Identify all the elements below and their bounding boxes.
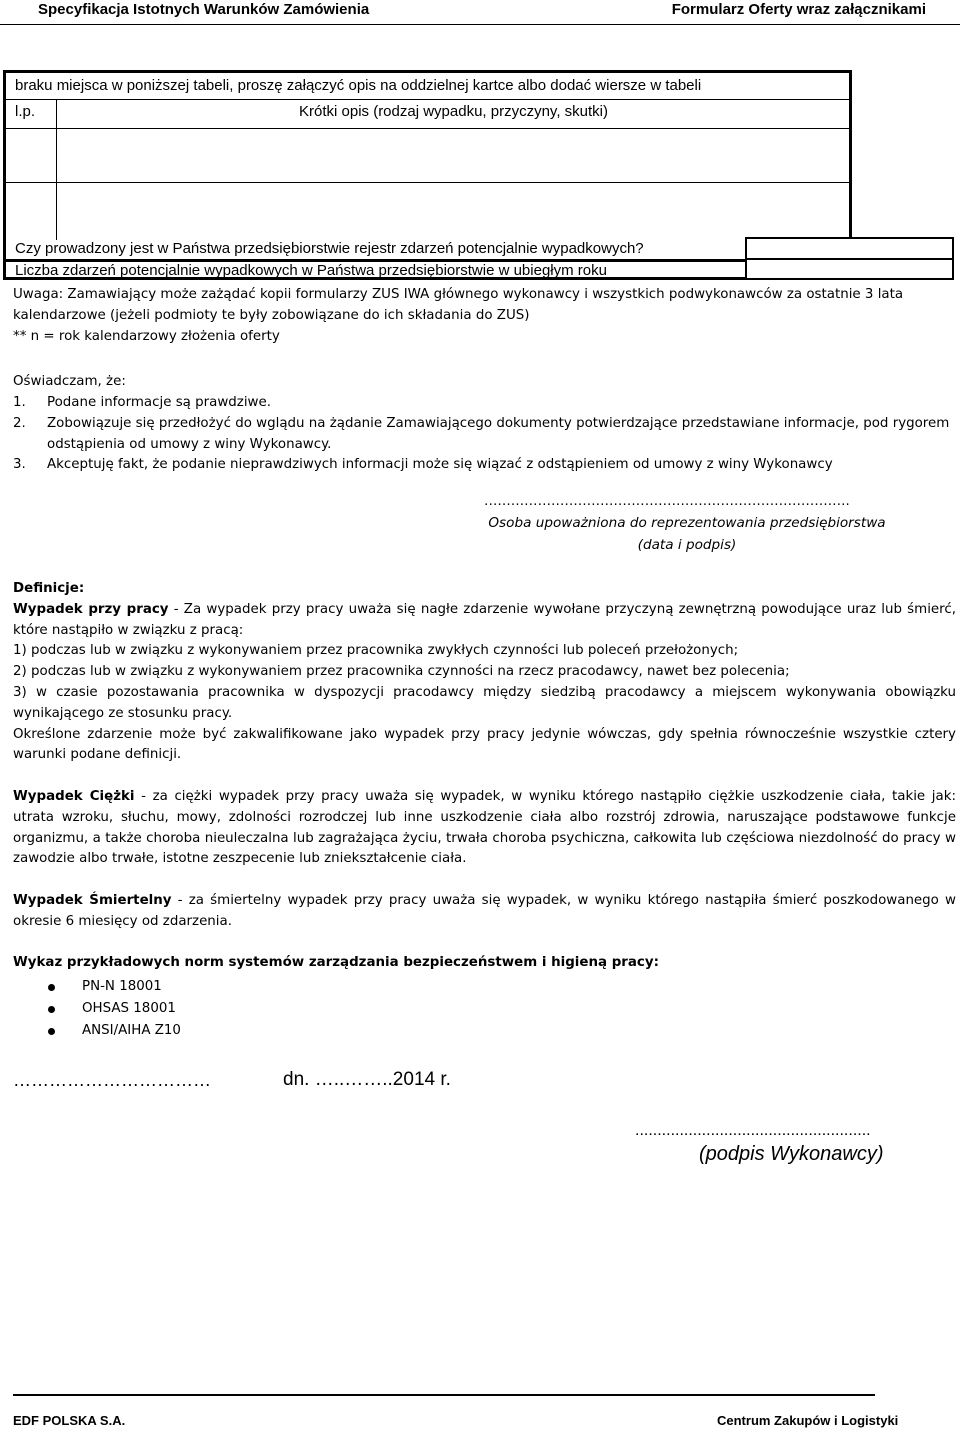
wypadek-definition: [13, 600, 956, 642]
smiertelny-term: Wypadek Śmiertelny: [13, 892, 172, 908]
count-answer-field[interactable]: [745, 258, 954, 280]
declaration-text: Podane informacje są prawdziwe.: [47, 394, 271, 410]
table-header-row: [6, 100, 849, 129]
count-question: Liczba zdarzeń potencjalnie wypadkowych w Państwa przedsiębiorstwie w ubiegłym roku: [15, 262, 607, 279]
signature-dots: .....................................................: [635, 1122, 871, 1139]
declaration-item: [13, 455, 956, 476]
incident-table: [3, 70, 852, 280]
list-item: PN-N 18001: [13, 977, 956, 998]
uwaga-text: Uwaga: Zamawiający może zażądać kopii formularzy ZUS IWA głównego wykonawcy i wszystkich podwykonawców za ostatnie 3 lata kalendarzowe (jeżeli podmioty te były zobowiązane do ich składania do ZUS): [13, 287, 904, 323]
declaration-text: Zobowiązuje się przedłożyć do wglądu na żądanie Zamawiającego dokumenty potwierdzające przedstawiane informacje, pod rygorem odstąpienia od umowy z winy Wykonawcy.: [47, 415, 950, 452]
column-divider: [56, 100, 57, 240]
declaration-num: 1.: [13, 394, 26, 410]
count-question-row: [6, 259, 849, 278]
page-header: [0, 0, 960, 22]
register-answer-field[interactable]: [745, 237, 954, 259]
sign-sublabel: (data i podpis): [637, 537, 737, 553]
declaration-item: [13, 393, 956, 414]
list-item: OHSAS 18001: [13, 999, 956, 1020]
footer-right: Centrum Zakupów i Logistyki: [717, 1413, 899, 1428]
wypadek-term: Wypadek przy pracy: [13, 601, 169, 617]
qualify-text: Określone zdarzenie może być zakwalifikowane jako wypadek przy pracy jedynie wówczas, gdy spełnia równocześnie wszystkie cztery warunki podane definicji.: [13, 726, 956, 763]
list-item: ANSI/AIHA Z10: [13, 1021, 956, 1042]
smiertelny-text: - za śmiertelny wypadek przy pracy uważa się wypadek, w wyniku którego nastąpiła śmierć poszkodowanego w okresie 6 miesięcy od zdarzenia.: [13, 892, 957, 929]
definition-point: 1) podczas lub w związku z wykonywaniem przez pracownika zwykłych czynności lub poleceń przełożonych;: [13, 643, 739, 659]
header-divider: [0, 24, 960, 25]
register-question: Czy prowadzony jest w Państwa przedsiębiorstwie rejestr zdarzeń potencjalnie wypadkowych?: [15, 240, 644, 257]
definitions-heading: Definicje:: [13, 581, 85, 596]
declaration-item: [13, 414, 956, 456]
header-left: Specyfikacja Istotnych Warunków Zamówienia: [38, 1, 370, 18]
wypadek-text: - Za wypadek przy pracy uważa się nagłe zdarzenie wywołane przyczyną zewnętrzną powodujące uraz lub śmierć, które nastąpiło w związku z pracą:: [13, 601, 956, 638]
col-desc: Krótki opis (rodzaj wypadku, przyczyny, skutki): [299, 103, 608, 120]
definition-point: 3) w czasie pozostawania pracownika w dyspozycji pracodawcy między siedzibą pracodawcy a miejscem wykonywania obowiązku wynikającego ze stosunku pracy.: [13, 684, 956, 721]
declaration-text: Akceptuję fakt, że podanie nieprawdziwych informacji może się wiązać z odstąpieniem od umowy z winy Wykonawcy: [47, 457, 833, 473]
norms-heading: Wykaz przykładowych norm systemów zarządzania bezpieczeństwem i higieną pracy:: [13, 955, 659, 971]
table-row[interactable]: [6, 129, 849, 183]
date-field: dn. …..……..2014 r.: [283, 1069, 451, 1090]
header-right: Formularz Oferty wraz załącznikami: [671, 1, 926, 18]
notice-section: [13, 285, 956, 476]
table-note-row: [6, 73, 849, 100]
footnote-text: ** n = rok kalendarzowy złożenia oferty: [13, 328, 280, 344]
ciezki-definition: [13, 787, 956, 870]
definition-point: 2) podczas lub w związku z wykonywaniem przez pracownika czynności na rzecz pracodawcy, nawet bez polecenia;: [13, 664, 790, 680]
table-row[interactable]: [6, 183, 849, 240]
ciezki-term: Wypadek Ciężki: [13, 788, 135, 804]
signature-label: (podpis Wykonawcy): [699, 1143, 884, 1165]
declaration-num: 3.: [13, 457, 26, 473]
ciezki-text: - za ciężki wypadek przy pracy uważa się wypadek, w wyniku którego nastąpiło ciężkie uszkodzenie ciała, takie jak: utrata wzroku, słuchu, mowy, zdolności rozrodczej lub inne uszkodzenie ciała albo rozstrój zdrowia, naruszające podstawowe funkcje organizmu, a także choroba nieuleczalna lub zagrażająca życiu, trwała choroba psychiczna, całkowita lub częściowa niezdolność do pracy w zawodzie albo trwałe, istotne zeszpecenie lub zniekształcenie ciała.: [13, 788, 956, 867]
definitions-section: [13, 579, 956, 1042]
declaration-num: 2.: [13, 415, 26, 431]
declaration-intro: Oświadczam, że:: [13, 374, 126, 390]
sign-label: Osoba upoważniona do reprezentowania przedsiębiorstwa: [488, 515, 886, 531]
place-dots: ……………………………: [13, 1070, 211, 1090]
norms-list: [13, 977, 956, 1041]
sign-dots: ……………………………………………………………………….: [484, 494, 850, 509]
table-note: braku miejsca w poniższej tabeli, proszę załączyć opis na oddzielnej kartce albo dodać wiersze w tabeli: [15, 77, 702, 94]
footer-left: EDF POLSKA S.A.: [13, 1413, 126, 1428]
smiertelny-definition: [13, 891, 956, 933]
register-question-row: [6, 240, 849, 260]
col-lp: l.p.: [15, 103, 36, 120]
footer-divider: [13, 1394, 875, 1396]
